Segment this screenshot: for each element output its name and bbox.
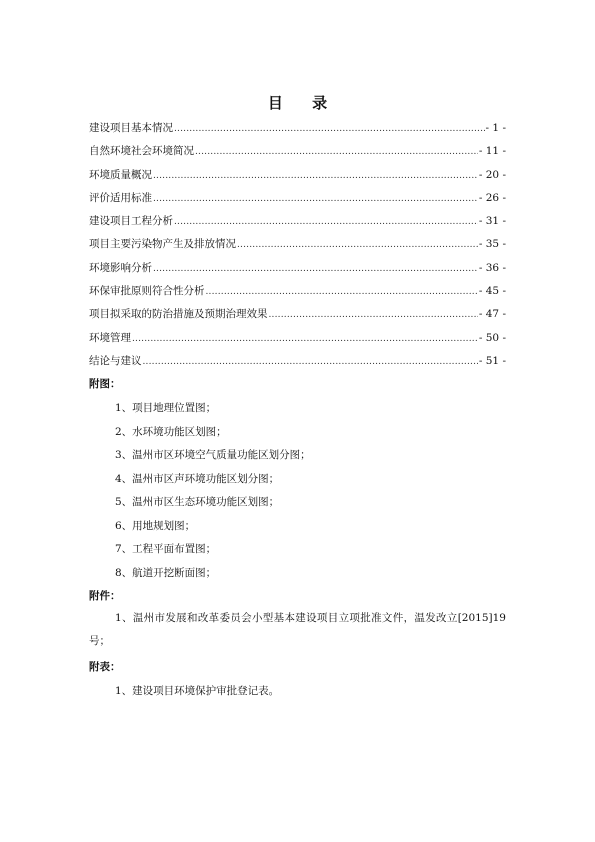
toc-entry[interactable] — [89, 190, 506, 213]
figure-item: 8、航道开挖断面图； — [115, 567, 217, 579]
attachment-item: 1、温州市发展和改革委员会小型基本建设项目立项批准文件，温发改立[2015]19 号； — [89, 612, 506, 647]
toc-dot-leader — [153, 171, 478, 181]
toc-entry[interactable] — [89, 236, 506, 259]
figures-heading: 附图： — [89, 378, 121, 390]
toc-entry[interactable] — [89, 143, 506, 166]
toc-dot-leader — [269, 310, 478, 320]
toc-dot-leader — [153, 264, 478, 274]
toc-entry-page: - 31 - — [478, 215, 506, 228]
toc-entry-title: 建设项目工程分析 — [89, 215, 173, 228]
toc-entry-page: - 20 - — [478, 168, 506, 181]
figure-item: 5、温州市区生态环境功能区划图； — [115, 496, 280, 508]
toc-entry[interactable] — [89, 167, 506, 190]
toc-entry-title: 自然环境社会环境简况 — [89, 145, 194, 158]
table-of-contents — [89, 120, 506, 376]
toc-entry-page: - 51 - — [478, 354, 506, 367]
toc-entry-title: 项目拟采取的防治措施及预期治理效果 — [89, 308, 268, 321]
attachments-heading: 附件： — [89, 590, 121, 602]
table-item: 1、建设项目环境保护审批登记表。 — [115, 685, 280, 697]
figure-item: 7、工程平面布置图； — [115, 543, 217, 555]
figure-item: 2、水环境功能区划图； — [115, 426, 227, 438]
toc-entry-page: - 1 - — [485, 122, 506, 134]
toc-entry-page: - 47 - — [478, 308, 506, 321]
toc-dot-leader — [143, 357, 478, 367]
toc-entry-page: - 35 - — [478, 238, 506, 251]
toc-entry-title: 环境管理 — [89, 331, 131, 344]
figure-item: 1、项目地理位置图； — [115, 402, 217, 414]
toc-entry-page: - 50 - — [478, 331, 506, 344]
toc-entry-page: - 45 - — [478, 285, 506, 298]
toc-dot-leader — [206, 287, 478, 297]
toc-entry[interactable] — [89, 120, 506, 143]
toc-dot-leader — [153, 194, 478, 204]
toc-dot-leader — [174, 217, 478, 227]
toc-entry-title: 建设项目基本情况 — [89, 122, 173, 134]
toc-entry-title: 结论与建议 — [89, 354, 142, 367]
toc-entry-page: - 26 - — [478, 191, 506, 204]
toc-dot-leader — [132, 334, 478, 344]
toc-entry[interactable] — [89, 330, 506, 353]
toc-entry-title: 环境影响分析 — [89, 261, 152, 274]
page-title: 目 录 — [267, 94, 340, 112]
toc-entry[interactable] — [89, 283, 506, 306]
toc-entry[interactable] — [89, 213, 506, 236]
toc-entry-title: 项目主要污染物产生及排放情况 — [89, 238, 236, 251]
toc-entry[interactable] — [89, 260, 506, 283]
toc-entry-title: 评价适用标准 — [89, 191, 152, 204]
toc-dot-leader — [195, 147, 478, 157]
tables-heading: 附表： — [89, 661, 121, 673]
toc-entry-page: - 36 - — [478, 261, 506, 274]
figure-item: 6、用地规划图； — [115, 520, 196, 532]
toc-entry-title: 环保审批原则符合性分析 — [89, 285, 205, 298]
toc-entry[interactable] — [89, 306, 506, 329]
figure-item: 3、温州市区环境空气质量功能区划分图； — [115, 449, 311, 461]
toc-entry-page: - 11 - — [478, 145, 506, 158]
figure-item: 4、温州市区声环境功能区划分图； — [115, 473, 280, 485]
toc-dot-leader — [174, 124, 485, 134]
toc-entry[interactable] — [89, 353, 506, 376]
toc-dot-leader — [237, 240, 478, 250]
toc-entry-title: 环境质量概况 — [89, 168, 152, 181]
